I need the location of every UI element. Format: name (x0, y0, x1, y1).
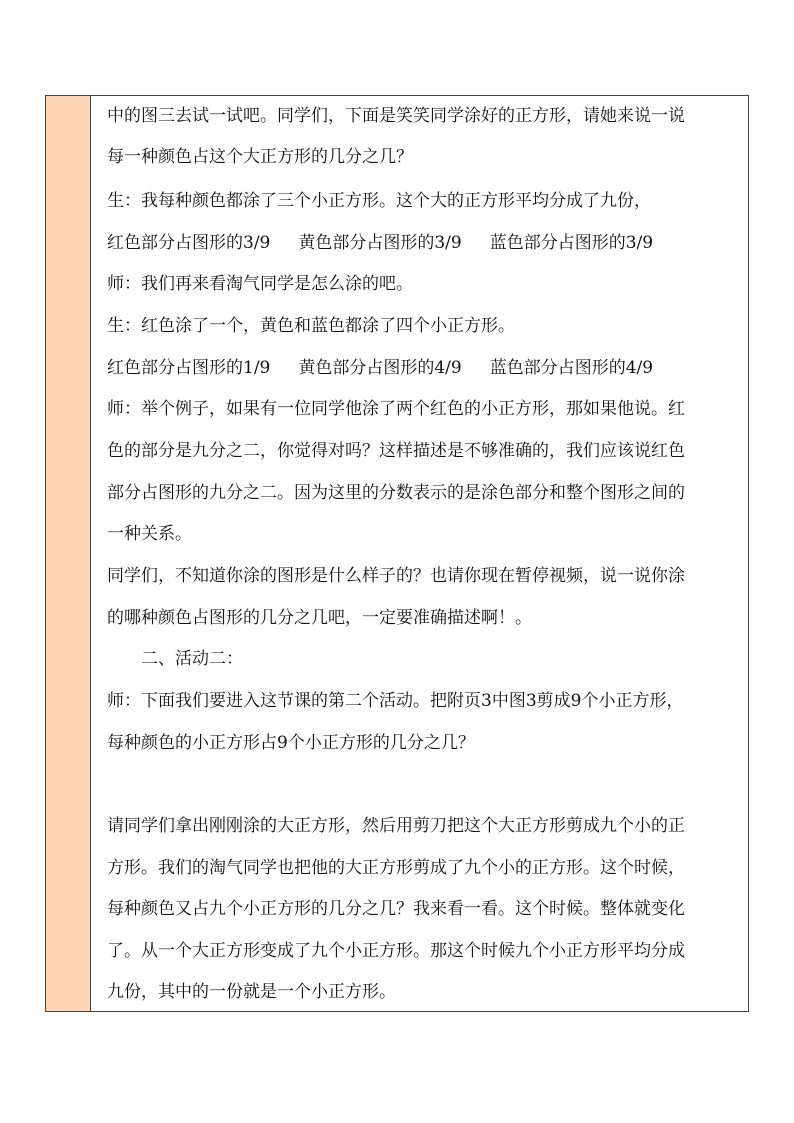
blue-fraction-text: 蓝色部分占图形的3/9 (489, 233, 654, 253)
text-line: 每种颜色的小正方形占9个小正方形的几分之几？ (107, 733, 475, 753)
text-line: 请同学们拿出刚刚涂的大正方形，然后用剪刀把这个大正方形剪成九个小的正 (107, 816, 685, 836)
yellow-fraction-text: 黄色部分占图形的4/9 (298, 358, 462, 378)
fraction-row (107, 358, 653, 378)
text-line: 生：红色涂了一个，黄色和蓝色都涂了四个小正方形。 (107, 316, 515, 336)
content-cell (101, 96, 748, 1011)
blue-fraction-text: 蓝色部分占图形的4/9 (489, 358, 654, 378)
text-line: 师：举个例子，如果有一位同学他涂了两个红色的小正方形，那如果他说。红 (107, 399, 685, 419)
text-line: 了。从一个大正方形变成了九个小正方形。那这个时候九个小正方形平均分成 (107, 941, 685, 961)
yellow-fraction-text: 黄色部分占图形的3/9 (298, 233, 462, 253)
text-line: 色的部分是九分之二，你觉得对吗？这样描述是不够准确的，我们应该说红色 (107, 441, 685, 461)
text-line: 的哪种颜色占图形的几分之几吧，一定要准确描述啊！。 (107, 608, 532, 628)
text-line: 中的图三去试一试吧。同学们，下面是笑笑同学涂好的正方形，请她来说一说 (107, 106, 685, 126)
lesson-table (45, 95, 749, 1012)
text-line: 师：我们再来看淘气同学是怎么涂的吧。 (107, 274, 413, 294)
text-line: 部分占图形的九分之二。因为这里的分数表示的是涂色部分和整个图形之间的 (107, 483, 685, 503)
text-line: 师：下面我们要进入这节课的第二个活动。把附页3中图3剪成9个小正方形， (107, 691, 684, 711)
text-line: 方形。我们的淘气同学也把他的大正方形剪成了九个小的正方形。这个时候， (107, 858, 685, 878)
red-fraction-text: 红色部分占图形的3/9 (107, 233, 271, 253)
text-line: 一种关系。 (107, 524, 192, 544)
text-line: 每一种颜色占这个大正方形的几分之几？ (107, 147, 413, 167)
text-line: 每种颜色又占九个小正方形的几分之几？我来看一看。这个时候。整体就变化 (107, 899, 685, 919)
section-heading: 二、活动二： (141, 649, 243, 669)
red-fraction-text: 红色部分占图形的1/9 (107, 358, 271, 378)
text-line: 同学们，不知道你涂的图形是什么样子的？也请你现在暂停视频，说一说你涂 (107, 566, 685, 586)
label-column (46, 96, 91, 1011)
text-line: 九份，其中的一份就是一个小正方形。 (107, 982, 396, 1002)
fraction-row (107, 233, 653, 253)
text-line: 生：我每种颜色都涂了三个小正方形。这个大的正方形平均分成了九份， (107, 191, 651, 211)
